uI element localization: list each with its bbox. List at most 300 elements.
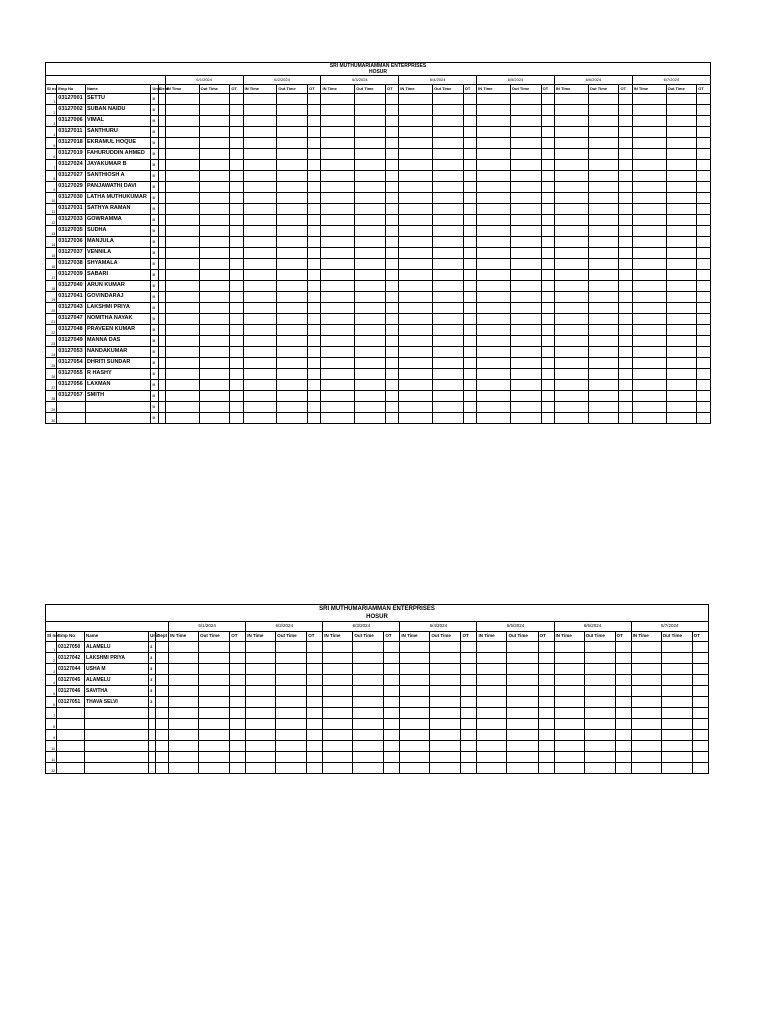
ot-cell[interactable] [230, 193, 243, 204]
in-time-cell[interactable] [323, 653, 353, 664]
out-time-cell[interactable] [430, 697, 461, 708]
out-time-cell[interactable] [199, 358, 230, 369]
in-time-cell[interactable] [632, 270, 666, 281]
out-time-cell[interactable] [199, 105, 230, 116]
ot-cell[interactable] [461, 675, 477, 686]
out-time-cell[interactable] [510, 314, 541, 325]
in-time-cell[interactable] [165, 270, 199, 281]
in-time-cell[interactable] [477, 94, 511, 105]
in-time-cell[interactable] [554, 193, 588, 204]
out-time-cell[interactable] [588, 193, 619, 204]
out-time-cell[interactable] [199, 281, 230, 292]
ot-cell[interactable] [463, 138, 476, 149]
ot-cell[interactable] [541, 369, 554, 380]
out-time-cell[interactable] [510, 193, 541, 204]
out-time-cell[interactable] [584, 730, 615, 741]
ot-cell[interactable] [307, 653, 323, 664]
in-time-cell[interactable] [246, 763, 276, 774]
ot-cell[interactable] [308, 94, 321, 105]
out-time-cell[interactable] [666, 270, 697, 281]
out-time-cell[interactable] [430, 664, 461, 675]
out-time-cell[interactable] [199, 642, 230, 653]
out-time-cell[interactable] [510, 105, 541, 116]
ot-cell[interactable] [615, 686, 631, 697]
out-time-cell[interactable] [666, 369, 697, 380]
out-time-cell[interactable] [661, 697, 692, 708]
ot-cell[interactable] [461, 664, 477, 675]
in-time-cell[interactable] [554, 752, 584, 763]
ot-cell[interactable] [308, 347, 321, 358]
out-time-cell[interactable] [588, 248, 619, 259]
out-time-cell[interactable] [661, 708, 692, 719]
in-time-cell[interactable] [632, 292, 666, 303]
in-time-cell[interactable] [399, 138, 433, 149]
ot-cell[interactable] [385, 226, 398, 237]
out-time-cell[interactable] [510, 226, 541, 237]
ot-cell[interactable] [385, 402, 398, 413]
out-time-cell[interactable] [277, 369, 308, 380]
ot-cell[interactable] [385, 380, 398, 391]
ot-cell[interactable] [463, 358, 476, 369]
ot-cell[interactable] [541, 281, 554, 292]
in-time-cell[interactable] [243, 369, 277, 380]
in-time-cell[interactable] [246, 653, 276, 664]
in-time-cell[interactable] [477, 292, 511, 303]
in-time-cell[interactable] [477, 160, 511, 171]
out-time-cell[interactable] [433, 347, 464, 358]
ot-cell[interactable] [697, 259, 711, 270]
ot-cell[interactable] [461, 763, 477, 774]
in-time-cell[interactable] [321, 413, 355, 424]
in-time-cell[interactable] [321, 127, 355, 138]
out-time-cell[interactable] [510, 127, 541, 138]
ot-cell[interactable] [308, 314, 321, 325]
out-time-cell[interactable] [588, 413, 619, 424]
in-time-cell[interactable] [477, 741, 507, 752]
in-time-cell[interactable] [246, 719, 276, 730]
in-time-cell[interactable] [399, 105, 433, 116]
ot-cell[interactable] [384, 697, 400, 708]
in-time-cell[interactable] [477, 708, 507, 719]
in-time-cell[interactable] [321, 226, 355, 237]
out-time-cell[interactable] [199, 292, 230, 303]
ot-cell[interactable] [619, 226, 632, 237]
in-time-cell[interactable] [165, 336, 199, 347]
out-time-cell[interactable] [433, 160, 464, 171]
ot-cell[interactable] [463, 259, 476, 270]
ot-cell[interactable] [697, 149, 711, 160]
out-time-cell[interactable] [507, 686, 538, 697]
ot-cell[interactable] [615, 763, 631, 774]
out-time-cell[interactable] [353, 708, 384, 719]
out-time-cell[interactable] [433, 149, 464, 160]
out-time-cell[interactable] [588, 94, 619, 105]
out-time-cell[interactable] [277, 171, 308, 182]
ot-cell[interactable] [541, 193, 554, 204]
out-time-cell[interactable] [661, 642, 692, 653]
out-time-cell[interactable] [433, 248, 464, 259]
out-time-cell[interactable] [277, 413, 308, 424]
out-time-cell[interactable] [666, 105, 697, 116]
in-time-cell[interactable] [399, 270, 433, 281]
in-time-cell[interactable] [243, 270, 277, 281]
ot-cell[interactable] [463, 303, 476, 314]
ot-cell[interactable] [619, 369, 632, 380]
in-time-cell[interactable] [400, 686, 430, 697]
out-time-cell[interactable] [199, 215, 230, 226]
out-time-cell[interactable] [433, 204, 464, 215]
ot-cell[interactable] [697, 182, 711, 193]
in-time-cell[interactable] [632, 94, 666, 105]
ot-cell[interactable] [541, 204, 554, 215]
ot-cell[interactable] [384, 708, 400, 719]
ot-cell[interactable] [463, 182, 476, 193]
out-time-cell[interactable] [276, 642, 307, 653]
out-time-cell[interactable] [199, 226, 230, 237]
out-time-cell[interactable] [666, 182, 697, 193]
ot-cell[interactable] [385, 116, 398, 127]
out-time-cell[interactable] [510, 413, 541, 424]
out-time-cell[interactable] [584, 763, 615, 774]
out-time-cell[interactable] [661, 752, 692, 763]
in-time-cell[interactable] [400, 653, 430, 664]
ot-cell[interactable] [541, 336, 554, 347]
in-time-cell[interactable] [165, 182, 199, 193]
in-time-cell[interactable] [321, 369, 355, 380]
ot-cell[interactable] [384, 653, 400, 664]
out-time-cell[interactable] [510, 149, 541, 160]
ot-cell[interactable] [697, 303, 711, 314]
in-time-cell[interactable] [323, 686, 353, 697]
ot-cell[interactable] [230, 642, 246, 653]
in-time-cell[interactable] [243, 259, 277, 270]
in-time-cell[interactable] [554, 358, 588, 369]
out-time-cell[interactable] [355, 259, 386, 270]
ot-cell[interactable] [384, 675, 400, 686]
out-time-cell[interactable] [355, 292, 386, 303]
in-time-cell[interactable] [243, 204, 277, 215]
out-time-cell[interactable] [355, 182, 386, 193]
ot-cell[interactable] [463, 171, 476, 182]
out-time-cell[interactable] [666, 347, 697, 358]
in-time-cell[interactable] [632, 248, 666, 259]
in-time-cell[interactable] [554, 237, 588, 248]
out-time-cell[interactable] [276, 730, 307, 741]
in-time-cell[interactable] [243, 105, 277, 116]
out-time-cell[interactable] [430, 763, 461, 774]
in-time-cell[interactable] [243, 314, 277, 325]
out-time-cell[interactable] [276, 719, 307, 730]
ot-cell[interactable] [697, 171, 711, 182]
ot-cell[interactable] [230, 248, 243, 259]
out-time-cell[interactable] [199, 94, 230, 105]
out-time-cell[interactable] [666, 248, 697, 259]
in-time-cell[interactable] [399, 369, 433, 380]
ot-cell[interactable] [461, 719, 477, 730]
out-time-cell[interactable] [355, 325, 386, 336]
in-time-cell[interactable] [243, 215, 277, 226]
in-time-cell[interactable] [477, 171, 511, 182]
in-time-cell[interactable] [477, 358, 511, 369]
out-time-cell[interactable] [666, 94, 697, 105]
in-time-cell[interactable] [632, 413, 666, 424]
out-time-cell[interactable] [430, 675, 461, 686]
in-time-cell[interactable] [631, 741, 661, 752]
out-time-cell[interactable] [510, 116, 541, 127]
in-time-cell[interactable] [554, 182, 588, 193]
in-time-cell[interactable] [554, 171, 588, 182]
in-time-cell[interactable] [399, 248, 433, 259]
in-time-cell[interactable] [323, 664, 353, 675]
out-time-cell[interactable] [666, 336, 697, 347]
out-time-cell[interactable] [588, 259, 619, 270]
ot-cell[interactable] [385, 391, 398, 402]
ot-cell[interactable] [384, 763, 400, 774]
ot-cell[interactable] [538, 741, 554, 752]
in-time-cell[interactable] [631, 719, 661, 730]
in-time-cell[interactable] [400, 752, 430, 763]
out-time-cell[interactable] [199, 369, 230, 380]
in-time-cell[interactable] [169, 708, 199, 719]
in-time-cell[interactable] [246, 730, 276, 741]
out-time-cell[interactable] [430, 686, 461, 697]
ot-cell[interactable] [619, 314, 632, 325]
out-time-cell[interactable] [355, 248, 386, 259]
in-time-cell[interactable] [554, 413, 588, 424]
out-time-cell[interactable] [355, 226, 386, 237]
out-time-cell[interactable] [353, 686, 384, 697]
out-time-cell[interactable] [507, 730, 538, 741]
out-time-cell[interactable] [666, 204, 697, 215]
out-time-cell[interactable] [588, 281, 619, 292]
out-time-cell[interactable] [507, 697, 538, 708]
ot-cell[interactable] [308, 292, 321, 303]
in-time-cell[interactable] [399, 358, 433, 369]
out-time-cell[interactable] [430, 708, 461, 719]
ot-cell[interactable] [308, 193, 321, 204]
in-time-cell[interactable] [554, 325, 588, 336]
in-time-cell[interactable] [554, 686, 584, 697]
ot-cell[interactable] [697, 226, 711, 237]
out-time-cell[interactable] [666, 391, 697, 402]
in-time-cell[interactable] [632, 303, 666, 314]
out-time-cell[interactable] [199, 182, 230, 193]
out-time-cell[interactable] [199, 248, 230, 259]
out-time-cell[interactable] [276, 708, 307, 719]
in-time-cell[interactable] [554, 94, 588, 105]
ot-cell[interactable] [230, 708, 246, 719]
ot-cell[interactable] [230, 171, 243, 182]
in-time-cell[interactable] [169, 642, 199, 653]
ot-cell[interactable] [385, 94, 398, 105]
ot-cell[interactable] [308, 391, 321, 402]
ot-cell[interactable] [384, 752, 400, 763]
ot-cell[interactable] [615, 653, 631, 664]
out-time-cell[interactable] [355, 314, 386, 325]
out-time-cell[interactable] [277, 248, 308, 259]
ot-cell[interactable] [692, 642, 708, 653]
out-time-cell[interactable] [507, 664, 538, 675]
in-time-cell[interactable] [321, 105, 355, 116]
ot-cell[interactable] [385, 292, 398, 303]
ot-cell[interactable] [619, 204, 632, 215]
out-time-cell[interactable] [353, 642, 384, 653]
ot-cell[interactable] [619, 325, 632, 336]
ot-cell[interactable] [463, 116, 476, 127]
in-time-cell[interactable] [321, 402, 355, 413]
in-time-cell[interactable] [243, 325, 277, 336]
ot-cell[interactable] [384, 642, 400, 653]
in-time-cell[interactable] [554, 303, 588, 314]
in-time-cell[interactable] [243, 358, 277, 369]
ot-cell[interactable] [697, 413, 711, 424]
in-time-cell[interactable] [554, 226, 588, 237]
ot-cell[interactable] [461, 708, 477, 719]
ot-cell[interactable] [615, 664, 631, 675]
out-time-cell[interactable] [661, 741, 692, 752]
ot-cell[interactable] [308, 237, 321, 248]
ot-cell[interactable] [697, 358, 711, 369]
ot-cell[interactable] [463, 105, 476, 116]
ot-cell[interactable] [307, 763, 323, 774]
in-time-cell[interactable] [632, 237, 666, 248]
out-time-cell[interactable] [507, 719, 538, 730]
in-time-cell[interactable] [632, 127, 666, 138]
ot-cell[interactable] [541, 270, 554, 281]
out-time-cell[interactable] [584, 719, 615, 730]
out-time-cell[interactable] [666, 314, 697, 325]
in-time-cell[interactable] [165, 248, 199, 259]
ot-cell[interactable] [230, 116, 243, 127]
ot-cell[interactable] [697, 105, 711, 116]
out-time-cell[interactable] [277, 105, 308, 116]
out-time-cell[interactable] [199, 116, 230, 127]
out-time-cell[interactable] [510, 347, 541, 358]
ot-cell[interactable] [463, 314, 476, 325]
in-time-cell[interactable] [243, 182, 277, 193]
out-time-cell[interactable] [588, 149, 619, 160]
ot-cell[interactable] [538, 653, 554, 664]
ot-cell[interactable] [697, 336, 711, 347]
ot-cell[interactable] [384, 741, 400, 752]
ot-cell[interactable] [619, 237, 632, 248]
ot-cell[interactable] [615, 752, 631, 763]
out-time-cell[interactable] [588, 369, 619, 380]
in-time-cell[interactable] [323, 642, 353, 653]
out-time-cell[interactable] [584, 752, 615, 763]
ot-cell[interactable] [385, 248, 398, 259]
out-time-cell[interactable] [666, 259, 697, 270]
ot-cell[interactable] [230, 653, 246, 664]
ot-cell[interactable] [697, 391, 711, 402]
ot-cell[interactable] [541, 358, 554, 369]
in-time-cell[interactable] [399, 336, 433, 347]
out-time-cell[interactable] [588, 402, 619, 413]
out-time-cell[interactable] [355, 303, 386, 314]
out-time-cell[interactable] [276, 675, 307, 686]
ot-cell[interactable] [619, 193, 632, 204]
ot-cell[interactable] [230, 259, 243, 270]
out-time-cell[interactable] [588, 270, 619, 281]
in-time-cell[interactable] [477, 347, 511, 358]
in-time-cell[interactable] [243, 347, 277, 358]
ot-cell[interactable] [308, 105, 321, 116]
in-time-cell[interactable] [243, 402, 277, 413]
out-time-cell[interactable] [510, 270, 541, 281]
in-time-cell[interactable] [632, 259, 666, 270]
ot-cell[interactable] [538, 675, 554, 686]
in-time-cell[interactable] [323, 675, 353, 686]
out-time-cell[interactable] [199, 741, 230, 752]
ot-cell[interactable] [619, 270, 632, 281]
out-time-cell[interactable] [276, 653, 307, 664]
in-time-cell[interactable] [165, 237, 199, 248]
ot-cell[interactable] [541, 347, 554, 358]
in-time-cell[interactable] [165, 369, 199, 380]
ot-cell[interactable] [230, 664, 246, 675]
ot-cell[interactable] [615, 675, 631, 686]
ot-cell[interactable] [385, 160, 398, 171]
ot-cell[interactable] [385, 259, 398, 270]
out-time-cell[interactable] [276, 752, 307, 763]
out-time-cell[interactable] [510, 248, 541, 259]
out-time-cell[interactable] [588, 182, 619, 193]
in-time-cell[interactable] [477, 314, 511, 325]
out-time-cell[interactable] [584, 642, 615, 653]
out-time-cell[interactable] [277, 281, 308, 292]
in-time-cell[interactable] [632, 116, 666, 127]
out-time-cell[interactable] [584, 664, 615, 675]
ot-cell[interactable] [697, 160, 711, 171]
in-time-cell[interactable] [554, 697, 584, 708]
out-time-cell[interactable] [433, 303, 464, 314]
ot-cell[interactable] [697, 270, 711, 281]
out-time-cell[interactable] [433, 182, 464, 193]
in-time-cell[interactable] [477, 719, 507, 730]
out-time-cell[interactable] [276, 763, 307, 774]
out-time-cell[interactable] [199, 149, 230, 160]
in-time-cell[interactable] [477, 391, 511, 402]
in-time-cell[interactable] [243, 160, 277, 171]
in-time-cell[interactable] [399, 193, 433, 204]
out-time-cell[interactable] [277, 380, 308, 391]
out-time-cell[interactable] [277, 138, 308, 149]
ot-cell[interactable] [541, 127, 554, 138]
in-time-cell[interactable] [243, 303, 277, 314]
out-time-cell[interactable] [433, 314, 464, 325]
in-time-cell[interactable] [399, 204, 433, 215]
in-time-cell[interactable] [165, 149, 199, 160]
ot-cell[interactable] [461, 752, 477, 763]
out-time-cell[interactable] [510, 369, 541, 380]
ot-cell[interactable] [541, 226, 554, 237]
in-time-cell[interactable] [323, 730, 353, 741]
ot-cell[interactable] [308, 116, 321, 127]
in-time-cell[interactable] [165, 94, 199, 105]
ot-cell[interactable] [230, 380, 243, 391]
out-time-cell[interactable] [666, 413, 697, 424]
in-time-cell[interactable] [169, 763, 199, 774]
ot-cell[interactable] [230, 686, 246, 697]
ot-cell[interactable] [538, 719, 554, 730]
in-time-cell[interactable] [477, 226, 511, 237]
in-time-cell[interactable] [399, 413, 433, 424]
ot-cell[interactable] [541, 105, 554, 116]
ot-cell[interactable] [697, 248, 711, 259]
out-time-cell[interactable] [661, 664, 692, 675]
in-time-cell[interactable] [631, 642, 661, 653]
ot-cell[interactable] [308, 160, 321, 171]
